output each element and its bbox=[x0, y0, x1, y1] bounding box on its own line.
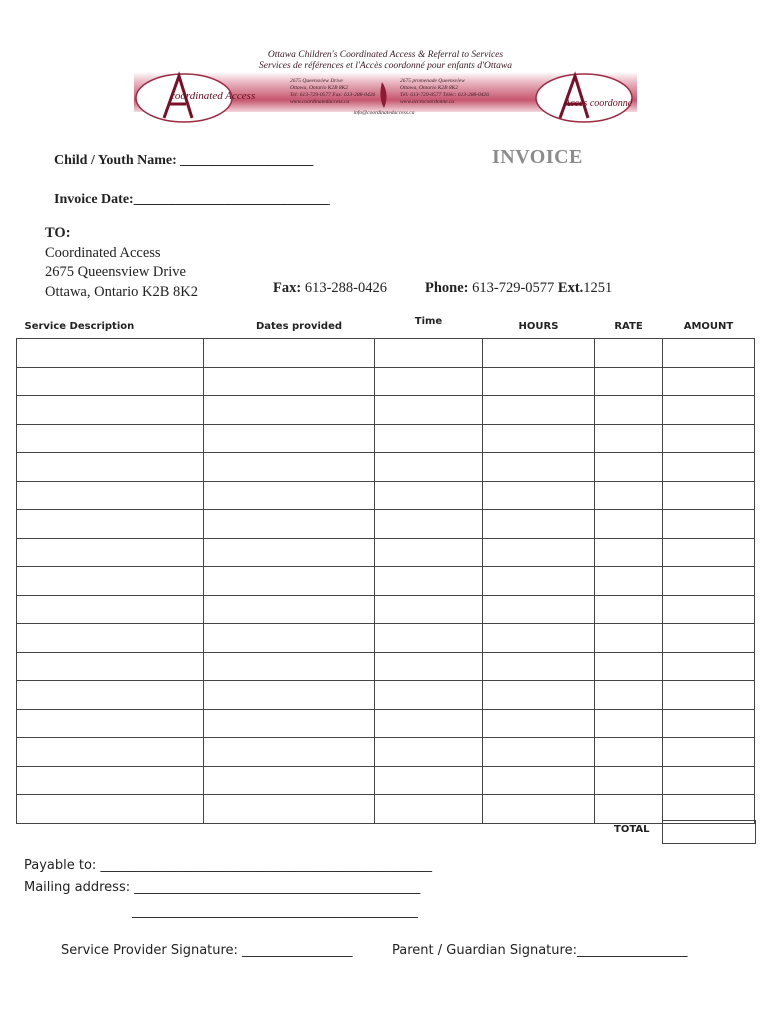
table-cell[interactable] bbox=[595, 424, 663, 453]
table-cell[interactable] bbox=[595, 339, 663, 368]
table-cell[interactable] bbox=[375, 538, 483, 567]
mailing-address-field[interactable]: Mailing address: ____________________________________________ bbox=[24, 880, 421, 895]
header-title-en: Ottawa Children's Coordinated Access & Referral to Services bbox=[267, 50, 504, 60]
table-cell[interactable] bbox=[375, 367, 483, 396]
table-cell[interactable] bbox=[204, 567, 375, 596]
table-cell[interactable] bbox=[204, 709, 375, 738]
header-title-fr: Services de références et l'Accès coordonné pour enfants d'Ottawa bbox=[259, 61, 512, 71]
logo-left: coordinated Access bbox=[170, 90, 256, 102]
table-cell[interactable] bbox=[204, 367, 375, 396]
table-cell[interactable] bbox=[483, 595, 595, 624]
table-cell[interactable] bbox=[204, 396, 375, 425]
table-cell[interactable] bbox=[17, 709, 204, 738]
table-cell[interactable] bbox=[204, 538, 375, 567]
table-cell[interactable] bbox=[204, 681, 375, 710]
header-website: info@coordinatedaccess.ca bbox=[353, 110, 415, 116]
column-header-service-description: Service Description bbox=[24, 320, 135, 332]
table-cell[interactable] bbox=[375, 424, 483, 453]
table-cell[interactable] bbox=[483, 367, 595, 396]
table-cell[interactable] bbox=[483, 396, 595, 425]
table-cell[interactable] bbox=[663, 681, 755, 710]
table-cell[interactable] bbox=[663, 738, 755, 767]
table-row bbox=[17, 795, 755, 824]
fax-label: Fax: bbox=[273, 280, 302, 296]
table-cell[interactable] bbox=[663, 595, 755, 624]
table-cell[interactable] bbox=[17, 795, 204, 824]
invoice-date-field[interactable]: Invoice Date:____________________________ bbox=[54, 192, 330, 207]
to-label: TO: bbox=[45, 225, 71, 241]
table-cell[interactable] bbox=[375, 339, 483, 368]
table-cell[interactable] bbox=[595, 481, 663, 510]
table-cell[interactable] bbox=[595, 738, 663, 767]
table-cell[interactable] bbox=[483, 481, 595, 510]
table-cell[interactable] bbox=[483, 652, 595, 681]
table-cell[interactable] bbox=[17, 424, 204, 453]
table-cell[interactable] bbox=[663, 424, 755, 453]
table-cell[interactable] bbox=[663, 652, 755, 681]
table-cell[interactable] bbox=[375, 766, 483, 795]
table-cell[interactable] bbox=[17, 481, 204, 510]
table-cell[interactable] bbox=[375, 795, 483, 824]
payable-to-field[interactable]: Payable to: ___________________________________________________ bbox=[24, 858, 432, 873]
address-left-line: Ottawa, Ontario K2B 8K2 bbox=[290, 85, 349, 91]
table-cell[interactable] bbox=[375, 453, 483, 482]
recipient-city: Ottawa, Ontario K2B 8K2 bbox=[45, 283, 199, 300]
table-cell[interactable] bbox=[663, 795, 755, 824]
table-cell[interactable] bbox=[595, 681, 663, 710]
table-cell[interactable] bbox=[663, 453, 755, 482]
address-right-line: www.accescoordonne.ca bbox=[400, 99, 455, 105]
table-cell[interactable] bbox=[17, 367, 204, 396]
table-cell[interactable] bbox=[483, 424, 595, 453]
table-cell[interactable] bbox=[375, 396, 483, 425]
table-cell[interactable] bbox=[17, 453, 204, 482]
recipient-address bbox=[45, 224, 198, 302]
table-cell[interactable] bbox=[204, 424, 375, 453]
column-header-hours: HOURS bbox=[518, 320, 559, 332]
table-cell[interactable] bbox=[483, 795, 595, 824]
table-cell[interactable] bbox=[204, 595, 375, 624]
table-row bbox=[17, 624, 755, 653]
table-cell[interactable] bbox=[483, 709, 595, 738]
invoice-table bbox=[16, 314, 755, 824]
table-cell[interactable] bbox=[663, 510, 755, 539]
table-row bbox=[17, 567, 755, 596]
fax-value: 613-288-0426 bbox=[304, 280, 387, 296]
table-cell[interactable] bbox=[17, 766, 204, 795]
table-cell[interactable] bbox=[663, 367, 755, 396]
total-amount-field[interactable] bbox=[662, 820, 756, 844]
table-row bbox=[17, 481, 755, 510]
column-header-dates-provided: Dates provided bbox=[255, 320, 343, 332]
address-left-line: 2675 Queensview Drive bbox=[290, 78, 343, 84]
table-cell[interactable] bbox=[595, 624, 663, 653]
table-cell[interactable] bbox=[595, 396, 663, 425]
column-header-rate: RATE bbox=[614, 320, 643, 332]
table-cell[interactable] bbox=[663, 481, 755, 510]
table-row bbox=[17, 681, 755, 710]
table-cell[interactable] bbox=[595, 453, 663, 482]
table-cell[interactable] bbox=[375, 567, 483, 596]
table-cell[interactable] bbox=[204, 738, 375, 767]
table-cell[interactable] bbox=[17, 595, 204, 624]
table-cell[interactable] bbox=[483, 453, 595, 482]
table-cell[interactable] bbox=[595, 567, 663, 596]
address-left-line: Tel: 613-729-0577 Fax: 613-288-0426 bbox=[290, 92, 376, 98]
table-cell[interactable] bbox=[17, 396, 204, 425]
table-cell[interactable] bbox=[204, 766, 375, 795]
table-header-row bbox=[17, 314, 755, 339]
child-name-field[interactable]: Child / Youth Name: ___________________ bbox=[54, 153, 314, 168]
table-cell[interactable] bbox=[204, 453, 375, 482]
table-cell[interactable] bbox=[595, 367, 663, 396]
ext-value: 1251 bbox=[583, 280, 613, 296]
table-cell[interactable] bbox=[375, 652, 483, 681]
table-cell[interactable] bbox=[663, 396, 755, 425]
table-cell[interactable] bbox=[663, 766, 755, 795]
fax-info bbox=[273, 280, 387, 297]
table-cell[interactable] bbox=[663, 709, 755, 738]
column-header-amount: AMOUNT bbox=[683, 320, 734, 332]
table-cell[interactable] bbox=[663, 339, 755, 368]
table-cell[interactable] bbox=[595, 766, 663, 795]
recipient-name: Coordinated Access bbox=[45, 244, 161, 261]
table-cell[interactable] bbox=[204, 510, 375, 539]
table-cell[interactable] bbox=[17, 681, 204, 710]
table-row bbox=[17, 538, 755, 567]
mailing-address-line2-field[interactable]: ____________________________________________ bbox=[132, 904, 418, 919]
phone-label: Phone: bbox=[425, 280, 469, 296]
table-row bbox=[17, 339, 755, 368]
table-cell[interactable] bbox=[17, 738, 204, 767]
table-body bbox=[17, 339, 755, 824]
table-cell[interactable] bbox=[17, 538, 204, 567]
logo-right: Accès coordonné bbox=[564, 98, 633, 109]
table-cell[interactable] bbox=[17, 567, 204, 596]
table-cell[interactable] bbox=[17, 624, 204, 653]
table-cell[interactable] bbox=[483, 339, 595, 368]
table-cell[interactable] bbox=[483, 738, 595, 767]
phone-value: 613-729-0577 bbox=[472, 280, 555, 296]
provider-signature-field[interactable]: Service Provider Signature: _________________ bbox=[61, 943, 353, 958]
table-cell[interactable] bbox=[595, 595, 663, 624]
table-row bbox=[17, 766, 755, 795]
phone-info bbox=[425, 280, 612, 297]
table-cell[interactable] bbox=[663, 624, 755, 653]
table-cell[interactable] bbox=[204, 652, 375, 681]
table-row bbox=[17, 510, 755, 539]
ext-label: Ext. bbox=[557, 280, 584, 296]
header-address-right bbox=[400, 78, 520, 106]
table-cell[interactable] bbox=[595, 709, 663, 738]
table-row bbox=[17, 396, 755, 425]
table-cell[interactable] bbox=[483, 510, 595, 539]
table-cell[interactable] bbox=[483, 567, 595, 596]
table-cell[interactable] bbox=[483, 681, 595, 710]
header-banner bbox=[134, 48, 637, 124]
table-cell[interactable] bbox=[595, 652, 663, 681]
total-label: TOTAL bbox=[614, 824, 650, 835]
table-row bbox=[17, 424, 755, 453]
table-cell[interactable] bbox=[17, 652, 204, 681]
table-cell[interactable] bbox=[483, 766, 595, 795]
table-cell[interactable] bbox=[375, 738, 483, 767]
table-row bbox=[17, 709, 755, 738]
table-cell[interactable] bbox=[375, 595, 483, 624]
table-row bbox=[17, 453, 755, 482]
table-cell[interactable] bbox=[375, 481, 483, 510]
address-right-line: 2675 promenade Queensview bbox=[400, 78, 465, 84]
header-address-left bbox=[290, 78, 410, 106]
column-header-time: Time bbox=[414, 316, 443, 327]
table-cell[interactable] bbox=[17, 510, 204, 539]
invoice-title: INVOICE bbox=[492, 146, 583, 168]
table-row bbox=[17, 652, 755, 681]
table-cell[interactable] bbox=[595, 510, 663, 539]
parent-signature-field[interactable]: Parent / Guardian Signature:_________________ bbox=[392, 943, 688, 958]
table-cell[interactable] bbox=[375, 510, 483, 539]
table-cell[interactable] bbox=[595, 538, 663, 567]
recipient-street: 2675 Queensview Drive bbox=[45, 264, 186, 280]
table-cell[interactable] bbox=[595, 795, 663, 824]
table-cell[interactable] bbox=[483, 624, 595, 653]
table-cell[interactable] bbox=[204, 481, 375, 510]
table-cell[interactable] bbox=[663, 567, 755, 596]
table-cell[interactable] bbox=[375, 624, 483, 653]
table-cell[interactable] bbox=[17, 339, 204, 368]
address-left-line: www.coordinatedaccess.ca bbox=[290, 99, 350, 105]
table-row bbox=[17, 738, 755, 767]
table-cell[interactable] bbox=[375, 709, 483, 738]
address-right-line: Ottawa, Ontario K2B 8K2 bbox=[400, 85, 459, 91]
table-row bbox=[17, 367, 755, 396]
table-cell[interactable] bbox=[204, 624, 375, 653]
table-cell[interactable] bbox=[663, 538, 755, 567]
table-cell[interactable] bbox=[204, 339, 375, 368]
table-cell[interactable] bbox=[204, 795, 375, 824]
table-cell[interactable] bbox=[375, 681, 483, 710]
table-row bbox=[17, 595, 755, 624]
address-right-line: Tél: 613-729-0577 Téléc: 613-288-0426 bbox=[400, 92, 490, 98]
table-cell[interactable] bbox=[483, 538, 595, 567]
